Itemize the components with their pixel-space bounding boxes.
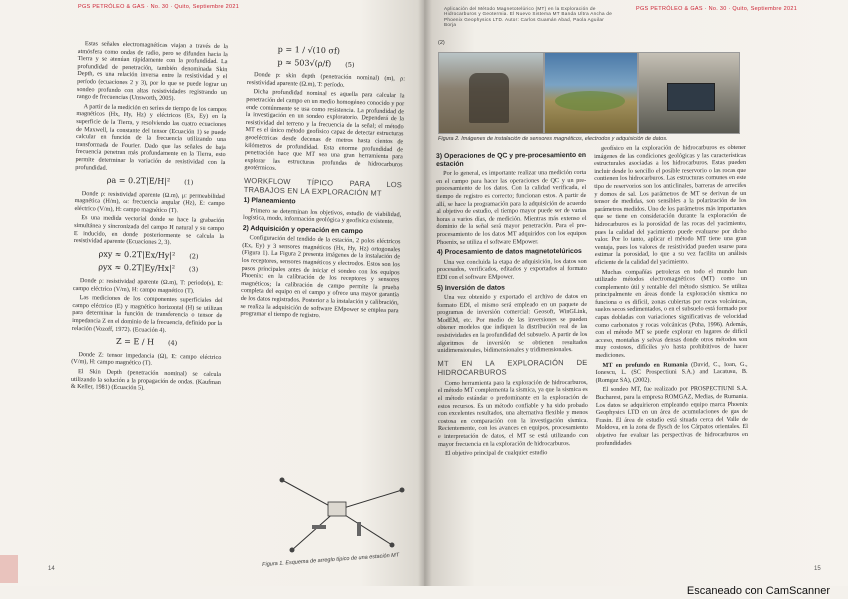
right-page-article-header: Aplicación del Método Magnetotelúrico (MT) en la Exploración de Hidrocarburos y Geotermia. El Nuevo Sistema MT Banda Ultra Ancha de Phoenix Geophysics LTD. Autor: Carlos Guamán Abad, Paola Aguilar Borja <box>444 6 613 28</box>
paragraph: El Skin Depth (penetración nominal) se calcula utilizando la solución a la propagación de ondas. (Kaufman & Keller, 1981) (Ecuación 5). <box>70 368 222 392</box>
left-page-number: 14 <box>48 566 55 572</box>
paragraph: Muchas compañías petroleras en todo el mundo han utilizado métodos electromagnéticos (MT) como un complemento útil y rentable del método sísmico. Se utiliza principalmente en áreas donde la exploración sísmica no funciona o es difícil, zonas cubiertas por rocas volcánicas, suelos secos sedimentados, o en el subsuelo está formado por capas dobladas con variaciones significativas de velocidad como carbonatos y rocas volcánicas (Puha, 1996). Además, con el método MT se puede explorar en lugares de difícil acceso, montañas y selvas densas donde otros métodos son muy costosos, difíciles y/o hasta prohibitivos de hacer mediciones. <box>594 267 748 360</box>
electrode-line <box>337 490 402 510</box>
subheading: 4) Procesamiento de datos magnetotelúricos <box>436 248 582 257</box>
subheading: 2) Adquisición y operación en campo <box>242 224 364 235</box>
left-page <box>0 0 424 586</box>
figure-1-caption: Figura 1. Esquema de arreglo típico de una estación MT <box>262 552 400 568</box>
right-page <box>424 0 848 586</box>
left-column-2 <box>236 40 406 474</box>
receptor-box <box>328 502 346 516</box>
right-page-header: PGS PETRÓLEO & GAS · No. 30 · Quito, Septiembre 2021 <box>636 6 798 12</box>
magnetic-sensor <box>357 522 361 536</box>
figure-1-station-diagram <box>262 470 412 560</box>
book-gutter <box>418 0 432 586</box>
figure-2-photo-field <box>544 52 638 134</box>
paragraph: Dicha profundidad nominal es aquella para calcular la penetración del campo en un medio homogéneo conocido y por ende comúnmente se usa como resistencia. La profundidad de la investigación en un sondeo exploratorio. Dependerá de la resistividad del terreno y la frecuencia de la señal; el método MT es el único método geofísico capaz de detectar estructuras geoeléctricas desde decenas de metros hasta cientos de kilómetros de profundidad. Esta enorme profundidad de penetración hace que MT sea una gran herramienta para explorar las estructuras profundas de hidrocarburos geotérmicos. <box>244 88 405 173</box>
right-page-number: 15 <box>814 566 821 572</box>
paragraph: Configuración del tendido de la estación, 2 polos eléctricos (Ex, Ey) y 3 sensores magnéticos (Hx, Hy, Hz) ortogonales (Figura 1). La Figura 2 presenta imágenes de la instalación de los receptores, sensores magnéticos y electrodos. Estos son los pasos principales antes de iniciar el sondeo con los equipos Phoenix: en la calibración de los receptores y sensores magnéticos; la calibración de campo permite la prueba completa del equipo en el campo y ofrece una mayor garantía de los datos registrados. Posterior a la instalación y calibración, se realiza la adquisición de software EMpower se emplea para programar el tiempo de registro. <box>240 234 401 320</box>
subheading: 3) Operaciones de QC y pre-procesamiento en estación <box>436 151 587 168</box>
paragraph: A partir de la medición en series de tiempo de los campos magnéticos (Hx, Hy, Hz) y eléctricos (Ex, Ey) en la superficie de la Tierra, y resolviendo las cuatro ecuaciones de Maxwell, la constante del tensor (Ecuación 1) se puede calcular en función de la frecuencia utilizando una transformada de Fourier. Dado que las señales de baja frecuencia penetran más profundamente en la Tierra, esto permite determinar la variación de resistividad con la profundidad. <box>75 102 227 172</box>
electrode-node <box>390 543 395 548</box>
person-figure <box>469 73 509 123</box>
section-title: WORKFLOW TÍPICO PARA LOS TRABAJOS EN LA EXPLORACIÓN MT <box>243 175 403 198</box>
right-column-1 <box>436 149 589 570</box>
paragraph: Como herramienta para la exploración de hidrocarburos, el método MT complementa la sísmica, ya que la sísmica es el método estándar o predominante en la exploración de estos recursos. Es un método confiable y ha sido probado con excelentes resultados, una alternativa flexible y menos costosa en comparación con la investigación sísmica. Recientemente, con los avances en equipos, procesamiento e interpretación de datos, el MT se está utilizando con mayor frecuencia en la exploración de hidrocarburos. <box>437 378 589 448</box>
electrode-node <box>400 488 405 493</box>
subheading: 5) Inversión de datos <box>436 284 505 292</box>
equation-2: ρxy ≈ 0.2T|Ex/Hy|² (2) <box>98 249 199 261</box>
figure-2-photo-installation <box>438 52 544 134</box>
section-title: MT EN LA EXPLORACIÓN DE HIDROCARBUROS <box>437 357 588 377</box>
equation-4: Z = E / H (4) <box>116 337 178 348</box>
paragraph: Donde ρ: resistividad aparente (Ω.m), μ: permeabilidad magnética (H/m), ω: frecuencia angular (Hz), E: campo eléctrico (V/m), H: campo magnético (T). <box>74 189 225 215</box>
right-column-2 <box>594 144 749 565</box>
equation-3: ρyx ≈ 0.2T|Ey/Hx|² (3) <box>98 262 199 275</box>
paragraph: El sondeo MT, fue realizado por PROSPECTIUNI S.A. Bucharest, para la empresa ROMGAZ, Medias, de Rumania. Los datos se adquirieron empleando equipo marca Phoenix Geophysics LTD en un área de acumulaciones de gas de Frasin. El área de estudio está situada cerca del Valle de Moldova, en la zona de flysch de los Cárpatos orientales. El objetivo fue evaluar las perspectivas de hidrocarburos en profundidades <box>595 385 749 447</box>
figure-2-caption: Figura 2. Imágenes de instalación de sensores magnéticos, electrodos y adquisición de datos. <box>438 136 668 142</box>
paragraph: Una vez concluida la etapa de adquisición, los datos son procesados, verificados, editados y exportados al formato EDI con el software EMpower. <box>436 257 587 281</box>
paragraph: Las mediciones de los componentes superficiales del campo eléctrico (E) y magnético horizontal (H) se utilizan para determinar la función de transferencia o tensor de impedancia Z en el dominio de la frecuencia, definido por la relación (Vozoff, 1972). (Ecuación 4). <box>71 294 223 334</box>
paragraph: El objetivo principal de cualquier estudio <box>445 449 548 458</box>
paragraph: Donde ρ: resistividad aparente (Ω.m), T: periodo(s), E: campo eléctrico (V/m), H: campo magnético (T). <box>72 277 224 295</box>
field-vegetation <box>555 91 625 111</box>
electrode-node <box>290 548 295 553</box>
cover-edge <box>0 555 18 583</box>
scanner-watermark: Escaneado con CamScanner <box>686 585 830 597</box>
paragraph: Primero se determinan los objetivos, estudio de viabilidad, logística, modo, información geológica y geofísica existente. <box>242 206 402 226</box>
receiver-equipment <box>667 83 715 111</box>
subheading: 1) Planeamiento <box>243 196 296 206</box>
magnetic-sensor <box>312 525 326 529</box>
figure-2-photo-equipment <box>638 52 740 134</box>
paragraph: Estas señales electromagnéticas viajan a través de la atmósfera como ondas de radio, pero se difunden hacia la Tierra y se atenúan rápidamente con la profundidad. La profundidad de penetración, también denominada Skin Depth, es una relación inversa entre la resistividad y el período (ecuaciones 2 y 3), por lo que se puede lograr un sondeo profundo con altas resistividades registrando un rango de frecuencias (Unsworth, 2005). <box>76 40 228 103</box>
case-study-heading: MT en profundo en Rumania (David, C., Ioan, G., Ionescu, L. (SC Prospectiuni S.A.) and Lacatusu, B. (Romgaz SA), (2002). <box>595 360 748 384</box>
paragraph: Es una medida vectorial donde se hace la grabación simultánea y sincronizada del campo H natural y su campo E inducido, en donde posteriormente se calcula la resistividad aparente (Ecuaciones 2, 3). <box>73 214 225 247</box>
figure-2-label: (2) <box>438 40 445 46</box>
equation-1: ρa = 0.2T|E/H|² (1) <box>106 175 194 187</box>
paragraph: Donde Z: tensor impedancia (Ω), E: campo eléctrico (V/m), H: campo magnético (T). <box>71 350 222 367</box>
electrode-node <box>280 478 285 483</box>
paragraph: geofísico en la exploración de hidrocarburos es obtener imágenes de las condiciones geológicas y las características estructurales asociadas a los hidrocarburos. Estas pueden incluir desde lo sencillo el posible reservorio o las rocas que contienen los hidrocarburos. Las estructuras comunes en este tipo de reservorios son los anticlinales, barreras de arrecifes y domos de sal. Los parámetros de MT se derivan de un tensor de medidas, son sensibles a la polarización de los parámetros medidos. Uno de los parámetros más importantes que se tiene en consideración durante la exploración de hidrocarburos es la porosidad de las rocas del yacimiento, pues la calidad del yacimiento puede evaluarse por dicho valor. Por lo tanto, aplicar el método MT tiene una gran ventaja, pues los valores de resistividad pueden usarse para estimar la porosidad, lo que a su vez facilita un análisis eficiente de la calidad del yacimiento. <box>594 143 747 266</box>
paragraph: Por lo general, es importante realizar una medición corta en el campo para hacer las operaciones de QC y un pre-procesamiento de los datos. Con la calidad verificada, el tiempo de registro es correcto; funcionan estos. A partir de allí, se hace la programación para la adquisición de acuerdo al objetivo de estudio, el tiempo mayor puede ser de varias horas a varios días, de medición. Mientras más extenso el dominio de la señal será mayor penetración. Para el pre-procesamiento de los datos MT adquiridos con los equipos Phoenix, se utiliza el software EMpower. <box>436 169 587 246</box>
equation-5a: p = 1 / √(10 σf) <box>277 44 341 56</box>
equation-5b: p ≈ 503√(ρ/f) (5) <box>277 57 355 69</box>
left-page-header: PGS PETRÓLEO & GAS · No. 30 · Quito, Septiembre 2021 <box>78 4 240 10</box>
left-column-1 <box>67 40 228 573</box>
paragraph: Donde p: skin depth (penetración nominal) (m), ρ: resistividad aparente (Ω.m), T: período. <box>246 71 406 89</box>
paragraph: Una vez obtenido y exportado el archivo de datos en formato EDI, el mismo será empleado en un paquete de programas de inversión comercial: Geosoft, WinGLink, ModEM, etc. Por medio de las inversiones se pueden obtener modelos que indiquen la distribución real de las resistividades en la profundidad del subsuelo. A partir de los algoritmos de inversión se obtienen resultados unidimensionales, bidimensionales y tridimensionales. <box>437 293 588 355</box>
